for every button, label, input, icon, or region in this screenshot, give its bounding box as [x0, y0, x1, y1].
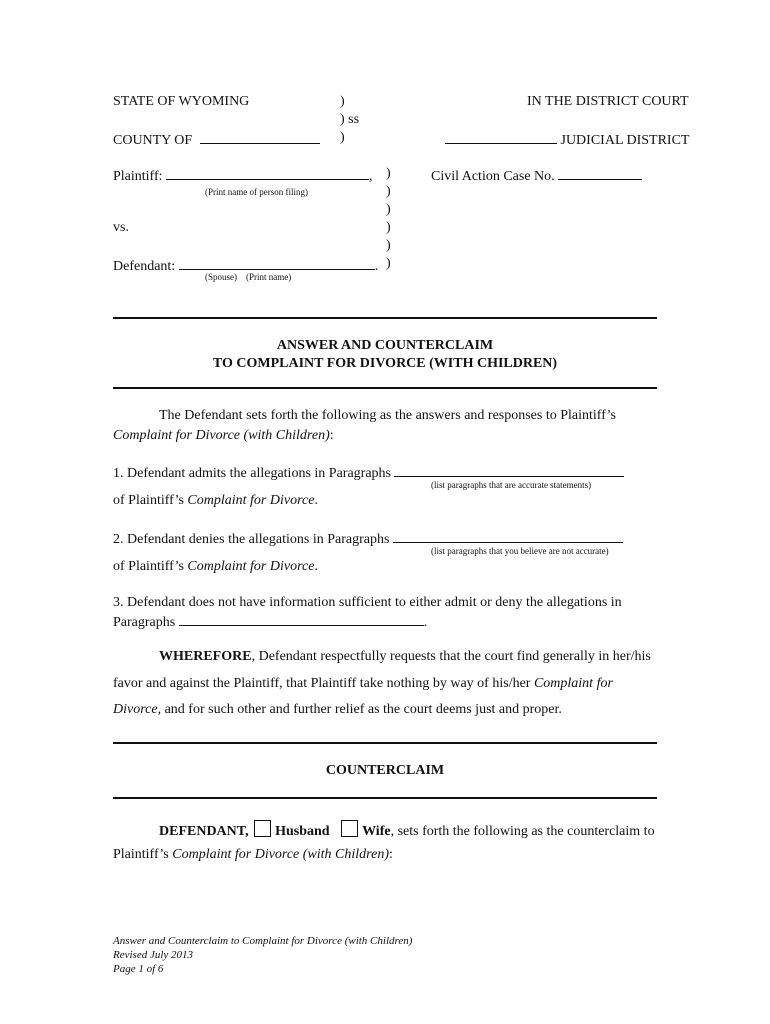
defendant-row: Defendant: . — [113, 259, 379, 274]
case-number-label: Civil Action Case No. — [431, 169, 555, 184]
item-1-row — [113, 464, 624, 481]
caption-paren: ) — [386, 220, 391, 235]
wherefore-doc-2: Divorce — [113, 702, 158, 717]
plaintiff-hint: (Print name of person filing) — [205, 187, 308, 197]
item-1-paragraphs-field[interactable] — [394, 464, 624, 477]
case-number-field[interactable] — [558, 167, 642, 180]
item-3-paragraphs-field[interactable] — [179, 613, 424, 626]
wherefore-label: WHEREFORE — [159, 649, 252, 664]
footer-page-number: Page 1 of 6 — [113, 963, 164, 975]
title-bottom-rule — [113, 387, 657, 389]
counterclaim-defendant: DEFENDANT, — [159, 824, 249, 839]
item-2-row — [113, 530, 623, 547]
wherefore-line-1 — [159, 650, 651, 664]
state-label: STATE OF WYOMING — [113, 94, 250, 109]
judicial-district-text: JUDICIAL DISTRICT — [560, 133, 690, 148]
caption-paren: ) — [386, 202, 391, 217]
caption-paren: ) — [386, 238, 391, 253]
plaintiff-row: Plaintiff: , — [113, 169, 373, 184]
item-2-text: 2. Defendant denies the allegations in Paragraphs — [113, 532, 390, 547]
ss-mark: ) ss — [340, 112, 360, 127]
county-label — [113, 131, 320, 148]
case-number-row — [431, 167, 642, 184]
item-3-row-2: Paragraphs . — [113, 615, 428, 630]
footer-revised: Revised July 2013 — [113, 949, 194, 961]
defendant-hint: (Spouse) (Print name) — [205, 272, 292, 282]
defendant-label: Defendant: — [113, 259, 176, 274]
wife-label: Wife — [362, 824, 391, 839]
counterclaim-top-rule — [113, 742, 657, 744]
judicial-district-label — [445, 131, 689, 148]
husband-checkbox[interactable] — [254, 820, 271, 837]
caption-paren: ) — [340, 94, 345, 109]
plaintiff-name-field[interactable] — [166, 167, 369, 180]
defendant-name-field[interactable] — [179, 257, 375, 270]
vs-label: vs. — [113, 220, 129, 235]
item-1-text: 1. Defendant admits the allegations in Paragraphs — [113, 466, 391, 481]
counterclaim-doc: Complaint for Divorce (with Children) — [172, 847, 389, 862]
item-2-hint: (list paragraphs that you believe are not accurate) — [431, 546, 609, 556]
judicial-district-field[interactable] — [445, 131, 557, 144]
item-3-text: 3. Defendant does not have information sufficient to either admit or deny the allegations in — [113, 595, 622, 610]
wife-checkbox[interactable] — [341, 820, 358, 837]
counterclaim-bottom-rule — [113, 797, 657, 799]
title-top-rule — [113, 317, 657, 319]
wherefore-text-1: , Defendant respectfully requests that the court find generally in her/his — [251, 649, 651, 664]
item-2-of-text: of Plaintiff’s — [113, 559, 184, 574]
caption-paren: ) — [340, 130, 345, 145]
counterclaim-colon: : — [388, 847, 393, 862]
wherefore-line-3 — [113, 703, 562, 717]
wherefore-line-2 — [113, 677, 613, 691]
county-field[interactable] — [200, 131, 320, 144]
counterclaim-text-2: Plaintiff’s — [113, 847, 169, 862]
caption-paren: ) — [386, 184, 391, 199]
item-1-of-text: of Plaintiff’s — [113, 493, 184, 508]
intro-line-1: The Defendant sets forth the following as the answers and responses to Plaintiff’s — [159, 408, 616, 423]
plaintiff-label: Plaintiff: — [113, 169, 163, 184]
husband-label: Husband — [275, 824, 330, 839]
counterclaim-line-1 — [159, 820, 655, 839]
counterclaim-line-2 — [113, 848, 393, 862]
caption-paren: ) — [386, 256, 391, 271]
title-line-1: ANSWER AND COUNTERCLAIM — [276, 338, 494, 353]
wherefore-text-3: , and for such other and further relief as the court deems just and proper. — [157, 702, 562, 717]
wherefore-doc-1: Complaint for — [533, 676, 613, 691]
item-2-of: of Plaintiff’s Complaint for Divorce. — [113, 559, 318, 574]
item-1-of: of Plaintiff’s Complaint for Divorce. — [113, 493, 318, 508]
intro-colon: : — [329, 428, 334, 443]
item-2-paragraphs-field[interactable] — [393, 530, 623, 543]
footer-doc-title: Answer and Counterclaim to Complaint for Divorce (with Children) — [113, 935, 413, 947]
item-3-paragraphs-label: Paragraphs — [113, 615, 176, 630]
item-1-doc: Complaint for Divorce — [187, 493, 315, 508]
item-1-hint: (list paragraphs that are accurate statements) — [431, 480, 592, 490]
intro-line-2 — [113, 429, 334, 443]
title-line-2: TO COMPLAINT FOR DIVORCE (WITH CHILDREN) — [212, 356, 558, 371]
counterclaim-heading: COUNTERCLAIM — [325, 763, 445, 778]
intro-doc-title: Complaint for Divorce (with Children) — [113, 428, 330, 443]
wherefore-text-2: favor and against the Plaintiff, that Plaintiff take nothing by way of his/her — [113, 676, 531, 691]
county-text: COUNTY OF — [113, 133, 193, 148]
item-2-doc: Complaint for Divorce — [187, 559, 315, 574]
counterclaim-text-1: , sets forth the following as the counterclaim to — [390, 824, 655, 839]
caption-paren: ) — [386, 166, 391, 181]
court-label: IN THE DISTRICT COURT — [527, 94, 689, 109]
